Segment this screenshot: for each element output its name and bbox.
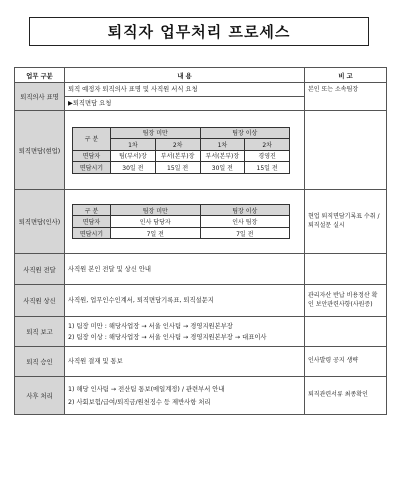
row-content [65,347,305,377]
inner-cell: 30일 전 [111,162,156,174]
inner-header-type: 구 분 [73,204,111,216]
content-line: 2) 팀장 이상 : 해당사업장 → 서울 인사팀 → 경영지원본부장 → 대표이사 [68,333,267,341]
row-content [65,317,305,347]
row-category: 사직원 전달 [15,254,65,285]
row-content [65,111,305,190]
inner-header-over: 팀장 이상 [200,127,290,139]
header-row [15,68,387,83]
row-category: 사후 처리 [15,377,65,415]
inner-cell: 15일 전 [155,162,200,174]
inner-cell: 30일 전 [200,162,245,174]
interview-schedule-table [72,127,290,174]
inner-header-under: 팀장 미만 [111,204,201,216]
row-note: 관리자산 반납 비용정산 확인 보안관련사항(사원증) [305,285,387,317]
table-row [15,190,387,254]
inner-cell: 팀(부서)장 [111,150,156,162]
row-note [305,254,387,285]
content-line: 퇴직 예정자 퇴직의사 표명 및 사직원 서식 요청 [65,83,304,97]
content-line: 사직원, 업무인수인계서, 퇴직면담기록표, 퇴직설문지 [68,297,214,304]
row-content [65,83,305,111]
row-content [65,190,305,254]
inner-cell: 인사 팀장 [200,216,290,228]
header-content: 내 용 [65,68,305,83]
inner-row-label: 면담자 [73,216,111,228]
header-note: 비 고 [305,68,387,83]
row-note: 본인 또는 소속팀장 [305,83,387,111]
row-category: 사직원 상신 [15,285,65,317]
content-line: 사직원 결재 및 통보 [68,358,123,365]
inner-cell: 부서(본부)장 [155,150,200,162]
content-line: 1) 팀장 미만 : 해당사업장 → 서울 인사팀 → 경영지원본부장 [68,322,233,330]
inner-row-label: 면담시기 [73,227,111,239]
table-row [15,285,387,317]
inner-sub-header: 1차 [200,139,245,151]
row-note: 현업 퇴직면담기록표 수취 / 퇴직설문 실시 [305,190,387,254]
row-note: 인사발령 공지 생략 [305,347,387,377]
table-row [15,317,387,347]
hr-interview-table [72,204,290,240]
row-note [305,111,387,190]
inner-sub-header: 2차 [155,139,200,151]
inner-header-under: 팀장 미만 [111,127,201,139]
table-row [15,347,387,377]
row-category: 퇴직 보고 [15,317,65,347]
page-title: 퇴직자 업무처리 프로세스 [29,17,369,46]
table-row [15,254,387,285]
content-line: 1) 해당 인사팀 → 전산팀 통보(메일계정) / 관련부서 안내 [68,385,225,393]
row-category: 퇴직면담(현업) [15,111,65,190]
content-line: 사직원 본인 전달 및 상신 안내 [68,265,152,273]
table-row [15,83,387,111]
table-row [15,111,387,190]
inner-header-over: 팀장 이상 [200,204,290,216]
content-line: ▶퇴직면담 요청 [68,100,112,107]
row-content [65,254,305,285]
inner-row-label: 면담시기 [73,162,111,174]
header-category: 업무 구분 [15,68,65,83]
row-category: 퇴직 승인 [15,347,65,377]
inner-cell: 부서(본부)장 [200,150,245,162]
inner-cell: 15일 전 [245,162,290,174]
inner-header-type: 구 분 [73,127,111,150]
inner-cell: 인사 담당자 [111,216,201,228]
process-table [14,67,387,415]
row-category: 퇴직면담(인사) [15,190,65,254]
row-category: 퇴직의사 표명 [15,83,65,111]
row-note: 퇴직관련서류 최종확인 [305,377,387,415]
inner-cell: 7일 전 [111,227,201,239]
inner-sub-header: 1차 [111,139,156,151]
inner-sub-header: 2차 [245,139,290,151]
inner-cell: 경영진 [245,150,290,162]
inner-row-label: 면담자 [73,150,111,162]
row-note [305,317,387,347]
content-line: 2) 사회보험/급여/퇴직금/원천징수 등 제반사항 처리 [68,398,211,406]
row-content [65,285,305,317]
table-row [15,377,387,415]
inner-cell: 7일 전 [200,227,290,239]
row-content [65,377,305,415]
